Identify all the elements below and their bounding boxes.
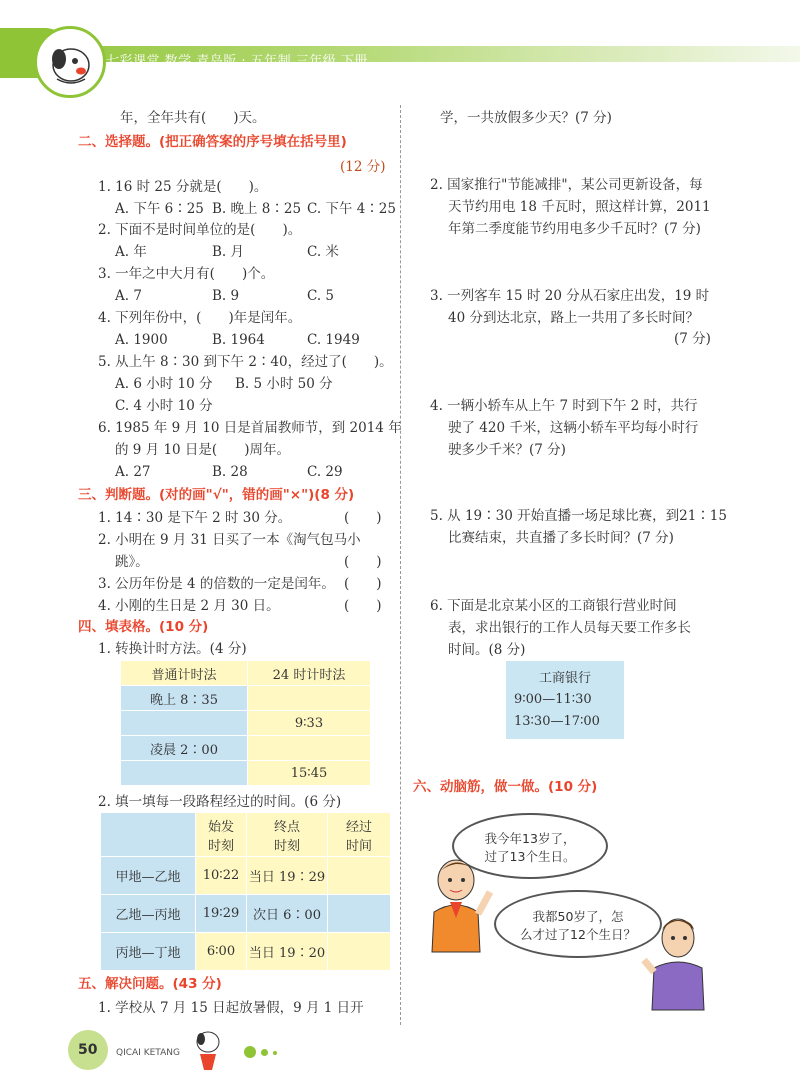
choice-q1: 1. 16 时 25 分就是( )。 (98, 179, 268, 195)
section-6-title: 六、动脑筋，做一做。(10 分) (413, 779, 598, 795)
choice-q1-b: B. 晚上 8∶25 (212, 201, 302, 217)
table-2-label: 2. 填一填每一段路程经过的时间。(6 分) (98, 794, 342, 810)
choice-q2: 2. 下面不是时间单位的是( )。 (98, 222, 302, 238)
choice-q3-b: B. 9 (212, 288, 240, 304)
bank-hours-card (506, 661, 624, 739)
problem-5-line1: 5. 从 19∶30 开始直播一场足球比赛，到21∶15 (430, 508, 727, 524)
problem-6-line3: 时间。(8 分) (448, 642, 526, 658)
judge-4: 4. 小刚的生日是 2 月 30 日。 (98, 598, 280, 614)
bubble-boy-line2: 过了13个生日。 (484, 849, 576, 864)
route-start: 6∶00 (196, 933, 247, 971)
table-2-header-start (196, 813, 247, 857)
problem-4-line1: 4. 一辆小轿车从上午 7 时到下午 2 时，共行 (430, 398, 698, 414)
judge-1: 1. 14∶30 是下午 2 时 30 分。 (98, 510, 292, 526)
route-duration-answer[interactable] (328, 895, 391, 933)
choice-q4: 4. 下列年份中，( )年是闰年。 (98, 310, 302, 326)
route-start: 10∶22 (196, 857, 247, 895)
header-duration-l1: 经过 (345, 819, 372, 835)
table-1-cell[interactable] (121, 711, 248, 736)
problem-4-line3: 驶多少千米？(7 分) (448, 442, 566, 458)
mascot-logo (34, 26, 106, 98)
page-number: 50 (78, 1042, 98, 1058)
man-illustration-icon (640, 912, 710, 1012)
section-5-title: 五、解决问题。(43 分) (78, 976, 222, 992)
choice-q6-line1: 6. 1985 年 9 月 10 日是首届教师节，到 2014 年 (98, 420, 402, 436)
judge-3-paren: ( ) (344, 576, 382, 592)
choice-q1-a: A. 下午 6∶25 (115, 201, 204, 217)
route-end: 当日 19∶29 (247, 857, 328, 895)
bank-hours-morning: 9∶00—11∶30 (514, 692, 592, 707)
time-conversion-table (120, 660, 371, 786)
choice-q5-b: B. 5 小时 50 分 (235, 376, 333, 392)
table-2-corner (101, 813, 196, 857)
section-3-title: 三、判断题。(对的画"√"，错的画"×")(8 分) (78, 487, 355, 503)
choice-q6-line2: 的 9 月 10 日是( )周年。 (115, 442, 290, 458)
table-1-cell[interactable] (248, 686, 371, 711)
speech-bubble-man (494, 890, 662, 958)
section-2-points: (12 分) (340, 159, 386, 175)
route-name: 丙地—丁地 (101, 933, 196, 971)
problem-4-line2: 驶了 420 千米，这辆小轿车平均每小时行 (448, 420, 699, 436)
table-1-header-standard: 普通计时法 (121, 661, 248, 686)
table-2-header-end (247, 813, 328, 857)
choice-q6-c: C. 29 (307, 464, 343, 480)
bank-hours-afternoon: 13∶30—17∶00 (514, 714, 600, 729)
choice-q3: 3. 一年之中大月有( )个。 (98, 266, 275, 282)
table-1-label: 1. 转换计时方法。(4 分) (98, 641, 247, 657)
header-end-l2: 时刻 (273, 838, 300, 854)
footer-dot-large (244, 1046, 256, 1058)
route-name: 乙地—丙地 (101, 895, 196, 933)
bubble-man-line1: 我都50岁了，怎 (532, 909, 624, 924)
table-1-cell: 15∶45 (248, 761, 371, 786)
judge-2-line2: 跳》。 (115, 554, 149, 570)
judge-2-line1: 2. 小明在 9 月 31 日买了一本《淘气包马小 (98, 532, 361, 548)
problem-2-line2: 天节约用电 18 千瓦时，照这样计算，2011 (448, 199, 711, 215)
problem-5-line2: 比赛结束，共直播了多长时间？(7 分) (448, 530, 674, 546)
footer-brand: QICAI KETANG (116, 1048, 180, 1058)
judge-4-paren: ( ) (344, 598, 382, 614)
choice-q4-b: B. 1964 (212, 332, 265, 348)
choice-q6-a: A. 27 (115, 464, 151, 480)
problem-3-line2: 40 分到达北京，路上一共用了多长时间？ (448, 310, 699, 326)
table-1-cell: 9∶33 (248, 711, 371, 736)
mascot-icon (37, 29, 103, 95)
judge-3: 3. 公历年份是 4 的倍数的一定是闰年。 (98, 576, 335, 592)
problem-1-continued: 学，一共放假多少天？(7 分) (440, 110, 612, 126)
column-divider (400, 105, 401, 1025)
footer-mascot-icon (186, 1024, 230, 1074)
section-2-title: 二、选择题。(把正确答案的序号填在括号里) (78, 134, 347, 150)
table-1-cell: 凌晨 2∶00 (121, 736, 248, 761)
header-start-l1: 始发 (207, 819, 234, 835)
choice-q4-c: C. 1949 (307, 332, 360, 348)
choice-q2-c: C. 米 (307, 244, 339, 260)
table-1-header-24h: 24 时计时法 (248, 661, 371, 686)
bubble-man-line2: 么才过了12个生日？ (520, 927, 636, 942)
header-start-l2: 时刻 (207, 838, 234, 854)
choice-q5-c: C. 4 小时 10 分 (115, 398, 213, 414)
problem-3-points: (7 分) (674, 331, 711, 347)
route-name: 甲地—乙地 (101, 857, 196, 895)
choice-q3-c: C. 5 (307, 288, 335, 304)
problem-2-line1: 2. 国家推行"节能减排"，某公司更新设备，每 (430, 177, 703, 193)
choice-q3-a: A. 7 (115, 288, 142, 304)
choice-q1-c: C. 下午 4∶25 (307, 201, 396, 217)
table-1-cell[interactable] (248, 736, 371, 761)
header-title: 七彩课堂 数学 青岛版 · 五年制 三年级 下册 (106, 54, 368, 69)
table-1-cell[interactable] (121, 761, 248, 786)
choice-q5-a: A. 6 小时 10 分 (115, 376, 213, 392)
judge-2-paren: ( ) (344, 554, 382, 570)
problem-1-line1: 1. 学校从 7 月 15 日起放暑假，9 月 1 日开 (98, 1000, 364, 1016)
choice-q2-b: B. 月 (212, 244, 245, 260)
bubble-boy-line1: 我今年13岁了， (484, 831, 576, 846)
route-end: 次日 6∶00 (247, 895, 328, 933)
route-duration-answer[interactable] (328, 933, 391, 971)
boy-illustration-icon (420, 852, 500, 962)
header-duration-l2: 时间 (345, 838, 372, 854)
problem-2-line3: 年第二季度能节约用电多少千瓦时？(7 分) (448, 221, 701, 237)
header-end-l1: 终点 (273, 819, 300, 835)
route-start: 19∶29 (196, 895, 247, 933)
table-2-header-duration (328, 813, 391, 857)
choice-q6-b: B. 28 (212, 464, 248, 480)
continued-text: 年，全年共有( )天。 (120, 110, 266, 126)
choice-q4-a: A. 1900 (115, 332, 168, 348)
footer-dot-small (273, 1051, 277, 1055)
choice-q2-a: A. 年 (115, 244, 147, 260)
choice-q5: 5. 从上午 8∶30 到下午 2∶40，经过了( )。 (98, 354, 393, 370)
route-time-table (100, 812, 391, 971)
judge-1-paren: ( ) (344, 510, 382, 526)
problem-6-line2: 表，求出银行的工作人员每天要工作多长 (448, 620, 691, 636)
problem-6-line1: 6. 下面是北京某小区的工商银行营业时间 (430, 598, 677, 614)
route-duration-answer[interactable] (328, 857, 391, 895)
route-end: 当日 19∶20 (247, 933, 328, 971)
bank-name: 工商银行 (538, 671, 591, 686)
problem-3-line1: 3. 一列客车 15 时 20 分从石家庄出发，19 时 (430, 288, 710, 304)
footer-dot-medium (261, 1049, 268, 1056)
section-4-title: 四、填表格。(10 分) (78, 619, 209, 635)
table-1-cell: 晚上 8∶35 (121, 686, 248, 711)
